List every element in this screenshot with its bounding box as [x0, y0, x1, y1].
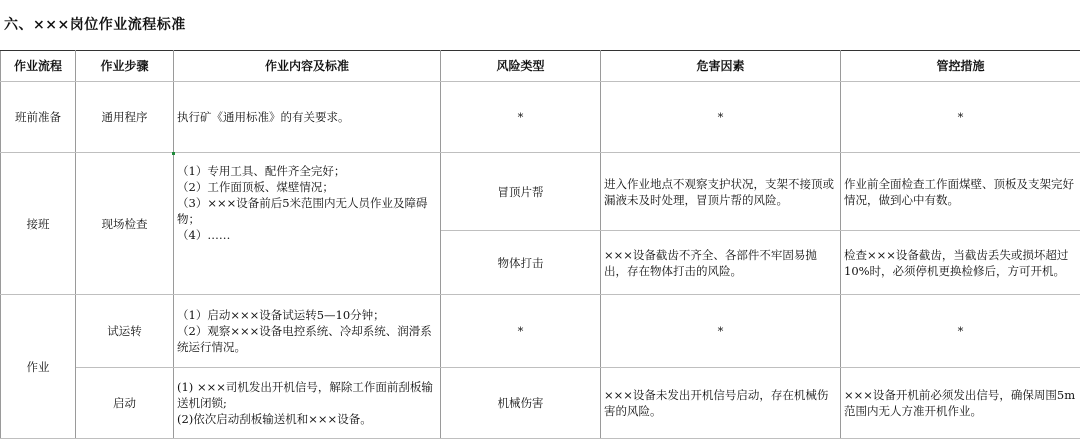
process-cell: 接班	[1, 153, 76, 295]
step-cell: 试运转	[76, 295, 174, 368]
step-cell: 启动	[76, 368, 174, 439]
control-cell: *	[841, 82, 1080, 153]
header-process: 作业流程	[1, 51, 76, 82]
workflow-standard-table	[0, 50, 1080, 439]
header-risk: 风险类型	[441, 51, 601, 82]
step-cell: 现场检查	[76, 153, 174, 295]
hazard-cell: 进入作业地点不观察支护状况，支架不接顶或漏液未及时处理，冒顶片帮的风险。	[601, 153, 841, 231]
risk-cell: *	[441, 295, 601, 368]
risk-cell: 物体打击	[441, 231, 601, 295]
process-cell: 作业	[1, 295, 76, 439]
control-cell: ×××设备开机前必须发出信号，确保周围5m范围内无人方准开机作业。	[841, 368, 1080, 439]
control-cell: 检查×××设备截齿，当截齿丢失或损坏超过10%时，必须停机更换检修后，方可开机。	[841, 231, 1080, 295]
section-title: 六、×××岗位作业流程标准	[4, 17, 186, 33]
hazard-cell: ×××设备截齿不齐全、各部件不牢固易抛出，存在物体打击的风险。	[601, 231, 841, 295]
control-cell: *	[841, 295, 1080, 368]
header-control: 管控措施	[841, 51, 1080, 82]
hazard-cell: *	[601, 82, 841, 153]
step-cell: 通用程序	[76, 82, 174, 153]
control-cell: 作业前全面检查工作面煤壁、顶板及支架完好情况，做到心中有数。	[841, 153, 1080, 231]
content-cell: 执行矿《通用标准》的有关要求。	[174, 82, 441, 153]
table-row	[1, 82, 1080, 153]
content-cell: （1）专用工具、配件齐全完好； （2）工作面顶板、煤壁情况； （3）×××设备前后5米范围内无人员作业及障碍物； （4）……	[174, 153, 441, 295]
header-step: 作业步骤	[76, 51, 174, 82]
table-row	[1, 368, 1080, 439]
content-cell: （1）启动×××设备试运转5—10分钟； （2）观察×××设备电控系统、冷却系统、润滑系统运行情况。	[174, 295, 441, 368]
header-hazard: 危害因素	[601, 51, 841, 82]
header-row	[1, 51, 1080, 82]
header-content: 作业内容及标准	[174, 51, 441, 82]
risk-cell: 冒顶片帮	[441, 153, 601, 231]
hazard-cell: *	[601, 295, 841, 368]
hazard-cell: ×××设备未发出开机信号启动，存在机械伤害的风险。	[601, 368, 841, 439]
risk-cell: 机械伤害	[441, 368, 601, 439]
risk-cell: *	[441, 82, 601, 153]
process-cell: 班前准备	[1, 82, 76, 153]
content-cell: (1) ×××司机发出开机信号，解除工作面前刮板输送机闭锁; (2)依次启动刮板输送机和×××设备。	[174, 368, 441, 439]
cell-comment-marker	[172, 152, 175, 155]
table-row	[1, 295, 1080, 368]
table-row	[1, 153, 1080, 231]
